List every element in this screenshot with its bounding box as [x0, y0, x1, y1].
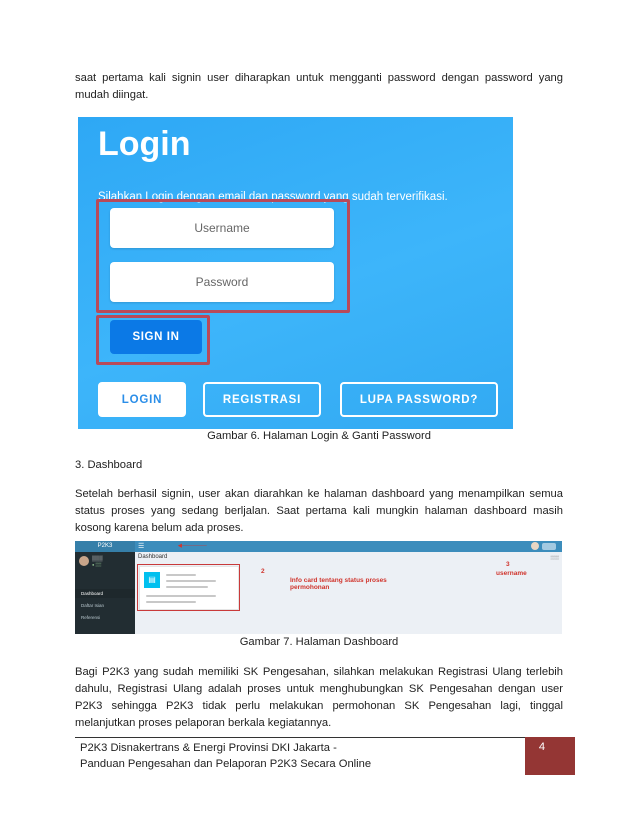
user-avatar-icon[interactable]	[531, 542, 539, 550]
dashboard-logo: P2K3	[75, 541, 135, 552]
dashboard-screenshot-figure	[75, 541, 562, 634]
annotation-username: username	[496, 570, 527, 577]
login-subtitle: Silahkan Login dengan email dan password yang sudah terverifikasi.	[98, 191, 448, 203]
section-heading: 3. Dashboard	[75, 459, 143, 471]
username-field[interactable]: Username	[110, 208, 334, 248]
lupa-password-tab-button[interactable]: LUPA PASSWORD?	[340, 382, 498, 417]
annotation-number-3: 3	[506, 561, 510, 568]
dashboard-breadcrumb-blurred: ▒▒▒	[550, 555, 559, 560]
sidebar-item-referensi[interactable]: Referensi	[81, 615, 101, 620]
page-number-badge	[525, 737, 575, 775]
page-number: 4	[538, 741, 546, 753]
footer-divider	[75, 737, 525, 738]
document-icon: ▤	[144, 572, 160, 588]
sidebar-user-name-blurred: ▒▒▒	[92, 556, 103, 562]
signin-button[interactable]: SIGN IN	[110, 320, 202, 354]
dashboard-topbar	[75, 541, 562, 552]
annotation-info-card: Info card tentang status proses permohonan	[290, 577, 387, 591]
footer-line-2: Panduan Pengesahan dan Pelaporan P2K3 Secara Online	[80, 758, 372, 770]
login-screenshot-figure	[78, 117, 513, 429]
registrasi-tab-button[interactable]: REGISTRASI	[203, 382, 321, 417]
username-menu[interactable]	[542, 543, 556, 550]
login-tab-button[interactable]: LOGIN	[98, 382, 186, 417]
hamburger-menu-icon[interactable]: ☰	[138, 543, 145, 550]
figure7-caption: Gambar 7. Halaman Dashboard	[239, 636, 399, 648]
password-field[interactable]: Password	[110, 262, 334, 302]
dashboard-sidebar	[75, 552, 135, 634]
intro-paragraph: saat pertama kali signin user diharapkan untuk mengganti password dengan password yang mudah diingat.	[75, 72, 563, 101]
login-title: Login	[98, 125, 191, 163]
annotation-number-2: 2	[261, 568, 265, 575]
sidebar-item-daftar-isian[interactable]: Daftar Isian	[81, 603, 105, 608]
footer-line-1: P2K3 Disnakertrans & Energi Provinsi DKI Jakarta -	[80, 742, 337, 754]
reregister-paragraph: Bagi P2K3 yang sudah memiliki SK Pengesahan, silahkan melakukan Registrasi Ulang terlebih dahulu, Registrasi Ulang adalah proses untuk menghubungkan SK Pengesahan dengan user P2K3 sehingga P2K3 tidak perlu melakukan permohonan SK Pengesahan lagi, tinggal melanjutkan proses pelaporan berkala kegiatannya.	[75, 666, 563, 729]
sidebar-item-dashboard[interactable]: Dashboard	[75, 589, 135, 598]
dashboard-paragraph: Setelah berhasil signin, user akan diarahkan ke halaman dashboard yang menampilkan semua status proses yang sedang berljalan. Saat pertama kali mungkin halaman dashboard masih kosong karena belum ada proses.	[75, 488, 563, 534]
figure6-caption: Gambar 6. Halaman Login & Ganti Password	[207, 430, 431, 442]
annotation-arrow-blurred: ◀───────	[178, 543, 207, 549]
dashboard-content-header: Dashboard	[138, 554, 168, 560]
sidebar-avatar	[79, 556, 89, 566]
sidebar-user-status-blurred: ● ▒▒	[92, 562, 102, 567]
annotation-card-box	[137, 564, 240, 611]
